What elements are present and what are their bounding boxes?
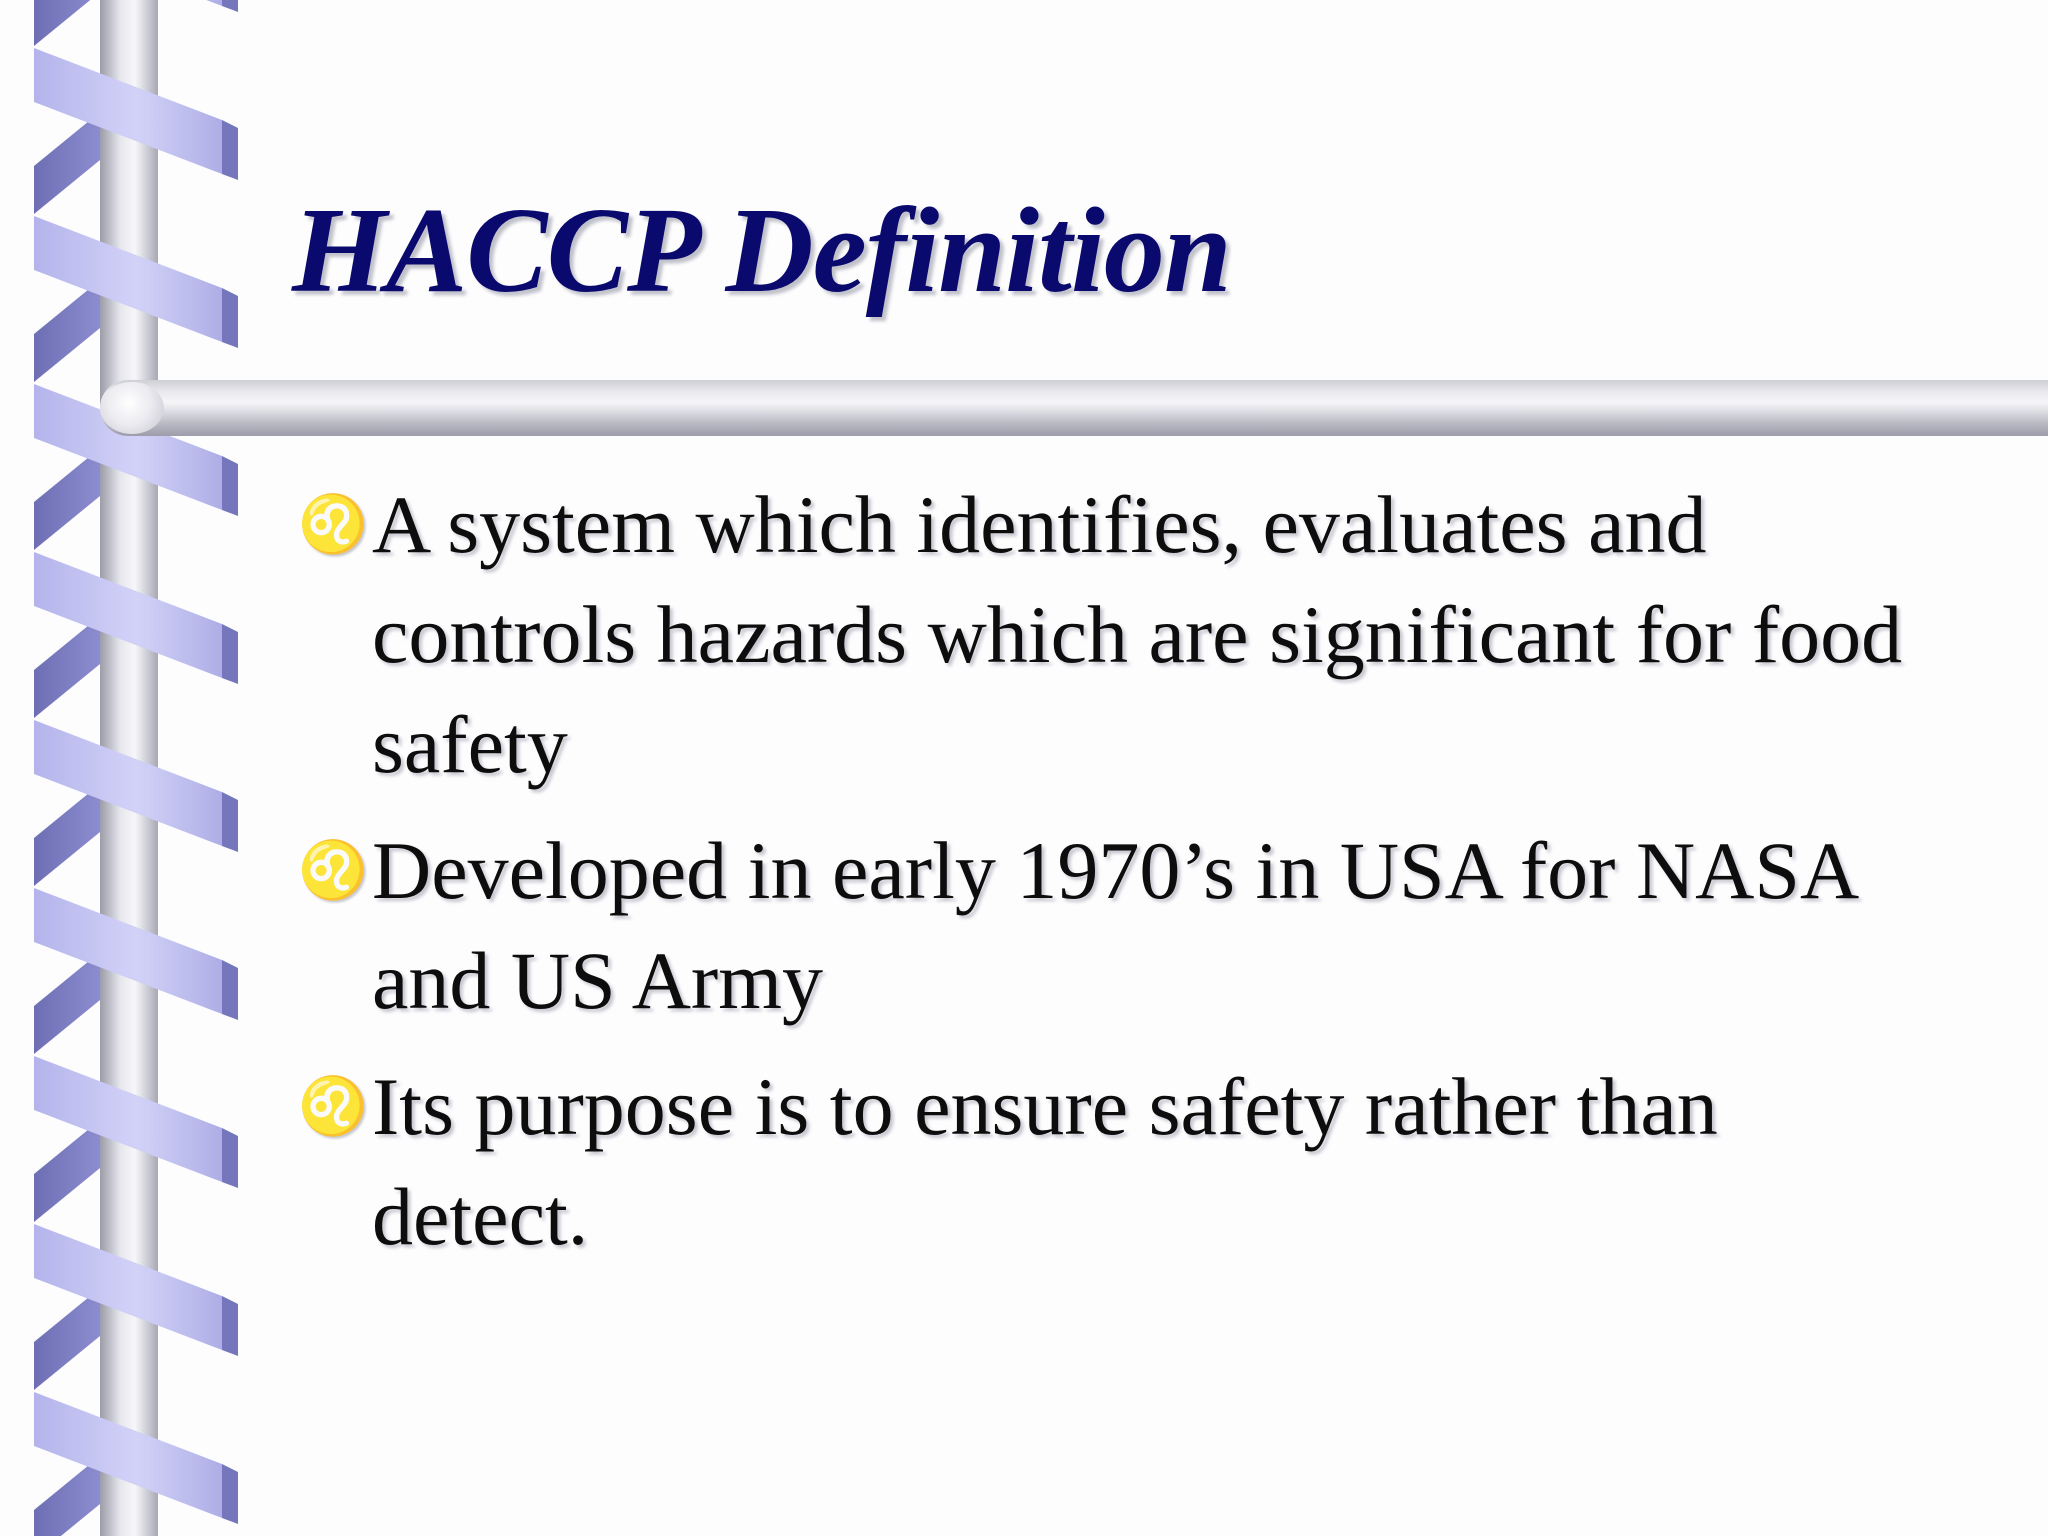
ribbon-back-segment [34,952,100,1054]
ribbon-fold-segment [222,624,238,684]
ribbon-fold-segment [222,288,238,348]
ribbon-fold-segment [222,456,238,516]
ribbon-back-segment [34,1288,100,1390]
ribbon-fold-segment [222,792,238,852]
bullet-text: A system which identifies, evaluates and controls hazards which are significant for food safety [372,479,1903,790]
ribbon-back-segment [34,0,100,46]
slide-title: HACCP Definition [292,183,1231,318]
ribbon-back-segment [34,1120,100,1222]
bullet-item [290,816,1930,1036]
bullet-text: Its purpose is to ensure safety rather than detect. [372,1061,1718,1262]
ribbon-back-segment [34,616,100,718]
ribbon-back-segment [34,112,100,214]
ribbon-fold-segment [222,0,238,12]
ribbon-fold-segment [222,1464,238,1524]
ribbon-back-segment [34,280,100,382]
bullet-list [290,470,1930,1288]
bullet-item [290,1052,1930,1272]
leo-bullet-icon: ♌ [298,838,368,903]
ribbon-fold-segment [222,1296,238,1356]
spiral-ribbon-decoration [0,0,240,1536]
ribbon-fold-segment [222,1128,238,1188]
divider-knob [100,382,164,434]
ribbon-back-segment [34,784,100,886]
ribbon-fold-segment [222,120,238,180]
ribbon-back-segment [34,1456,100,1536]
bullet-text: Developed in early 1970’s in USA for NASA and US Army [372,825,1855,1026]
bullet-item [290,470,1930,800]
ribbon-back-segment [34,448,100,550]
leo-bullet-icon: ♌ [298,492,368,557]
leo-bullet-icon: ♌ [298,1074,368,1139]
title-divider-bar [100,380,2048,436]
ribbon-fold-segment [222,960,238,1020]
